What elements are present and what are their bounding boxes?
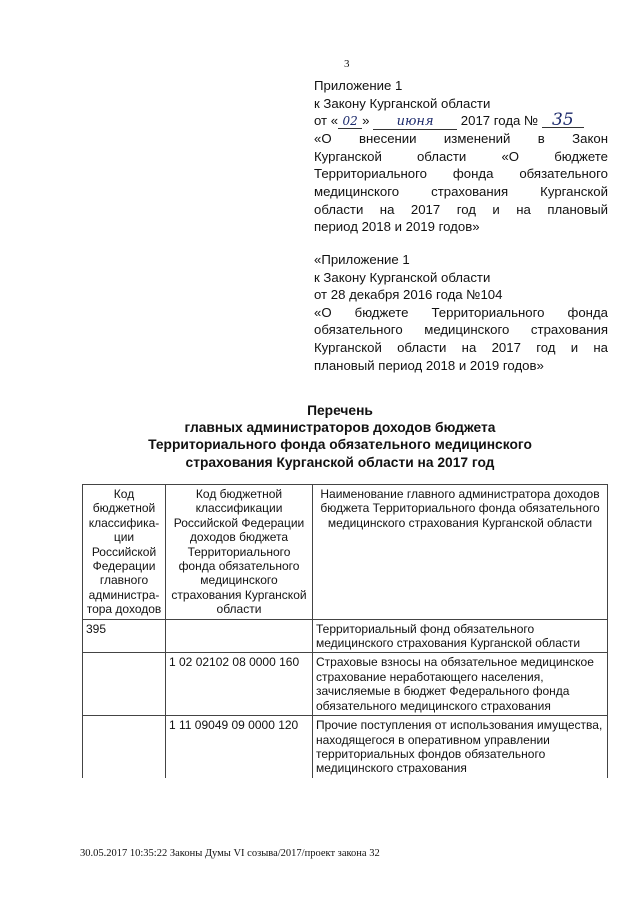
table-row: [83, 653, 608, 716]
annex-label: «Приложение 1: [314, 252, 410, 267]
law-title-line: медицинского страхования Курганской: [314, 183, 608, 199]
law-title-line: «О внесении изменений в Закон: [314, 131, 608, 147]
law-title-line: плановый период 2018 и 2019 годов»: [314, 357, 544, 373]
law-title-line: Курганской области на 2017 год и на: [314, 339, 608, 355]
page-number: 3: [344, 58, 350, 70]
name-cell: Территориальный фонд обязательного медицинского страхования Курганской области: [313, 619, 608, 653]
law-title-line: «О бюджете Территориального фонда: [314, 304, 608, 320]
original-annex-header: [314, 251, 608, 374]
admin-code-cell: [83, 653, 166, 716]
handwritten-month: июня: [373, 115, 457, 130]
law-reference: к Закону Курганской области: [314, 95, 491, 111]
income-code-cell: 1 02 02102 08 0000 160: [166, 653, 313, 716]
table-row: [83, 619, 608, 653]
law-title-line: Территориального фонда обязательного: [314, 166, 608, 182]
column-header-income-code: Код бюджетной классификации Российской Федерации доходов бюджета Территориального фонда обязательного медицинского страхования Курганской области: [166, 485, 313, 620]
admin-code-cell: 395: [83, 619, 166, 653]
law-reference: к Закону Курганской области: [314, 269, 491, 285]
document-footer: 30.05.2017 10:35:22 Законы Думы VI созыва/2017/проект закона 32: [80, 848, 380, 859]
name-cell: Страховые взносы на обязательное медицинское страхование неработающего населения, зачисляемые в бюджет Федерального фонда обязательного медицинского страхования: [313, 653, 608, 716]
table-header-row: [83, 485, 608, 620]
law-title-line: области на 2017 год и на плановый: [314, 201, 608, 217]
law-title-line: Курганской области «О бюджете: [314, 148, 608, 164]
income-code-cell: 1 11 09049 09 0000 120: [166, 716, 313, 778]
administrators-table: [82, 484, 608, 778]
law-date-line: от 28 декабря 2016 года №104: [314, 287, 503, 303]
law-date-line: от « 02 » июня 2017 года № 35: [314, 112, 608, 130]
column-header-name: Наименование главного администратора доходов бюджета Территориального фонда обязательного медицинского страхования Курганской области: [313, 485, 608, 620]
handwritten-day: 02: [338, 114, 362, 129]
document-title: Перечень главных администраторов доходов бюджета Территориального фонда обязательного медицинского страхования Курганской области на 2017 год: [148, 403, 532, 470]
law-title-line: обязательного медицинского страхования: [314, 322, 608, 338]
column-header-admin-code: Код бюджетной классифика-ции Российской Федерации главного администра-тора доходов: [83, 485, 166, 620]
name-cell: Прочие поступления от использования имущества, находящегося в оперативном управлении территориальных фондов обязательного медицинского страхования: [313, 716, 608, 778]
income-code-cell: [166, 619, 313, 653]
amendment-annex-header: [314, 77, 608, 236]
annex-label: Приложение 1: [314, 78, 403, 93]
table-row: [83, 716, 608, 778]
admin-code-cell: [83, 716, 166, 778]
law-title-line: период 2018 и 2019 годов»: [314, 219, 480, 235]
handwritten-law-number: 35: [542, 113, 584, 128]
